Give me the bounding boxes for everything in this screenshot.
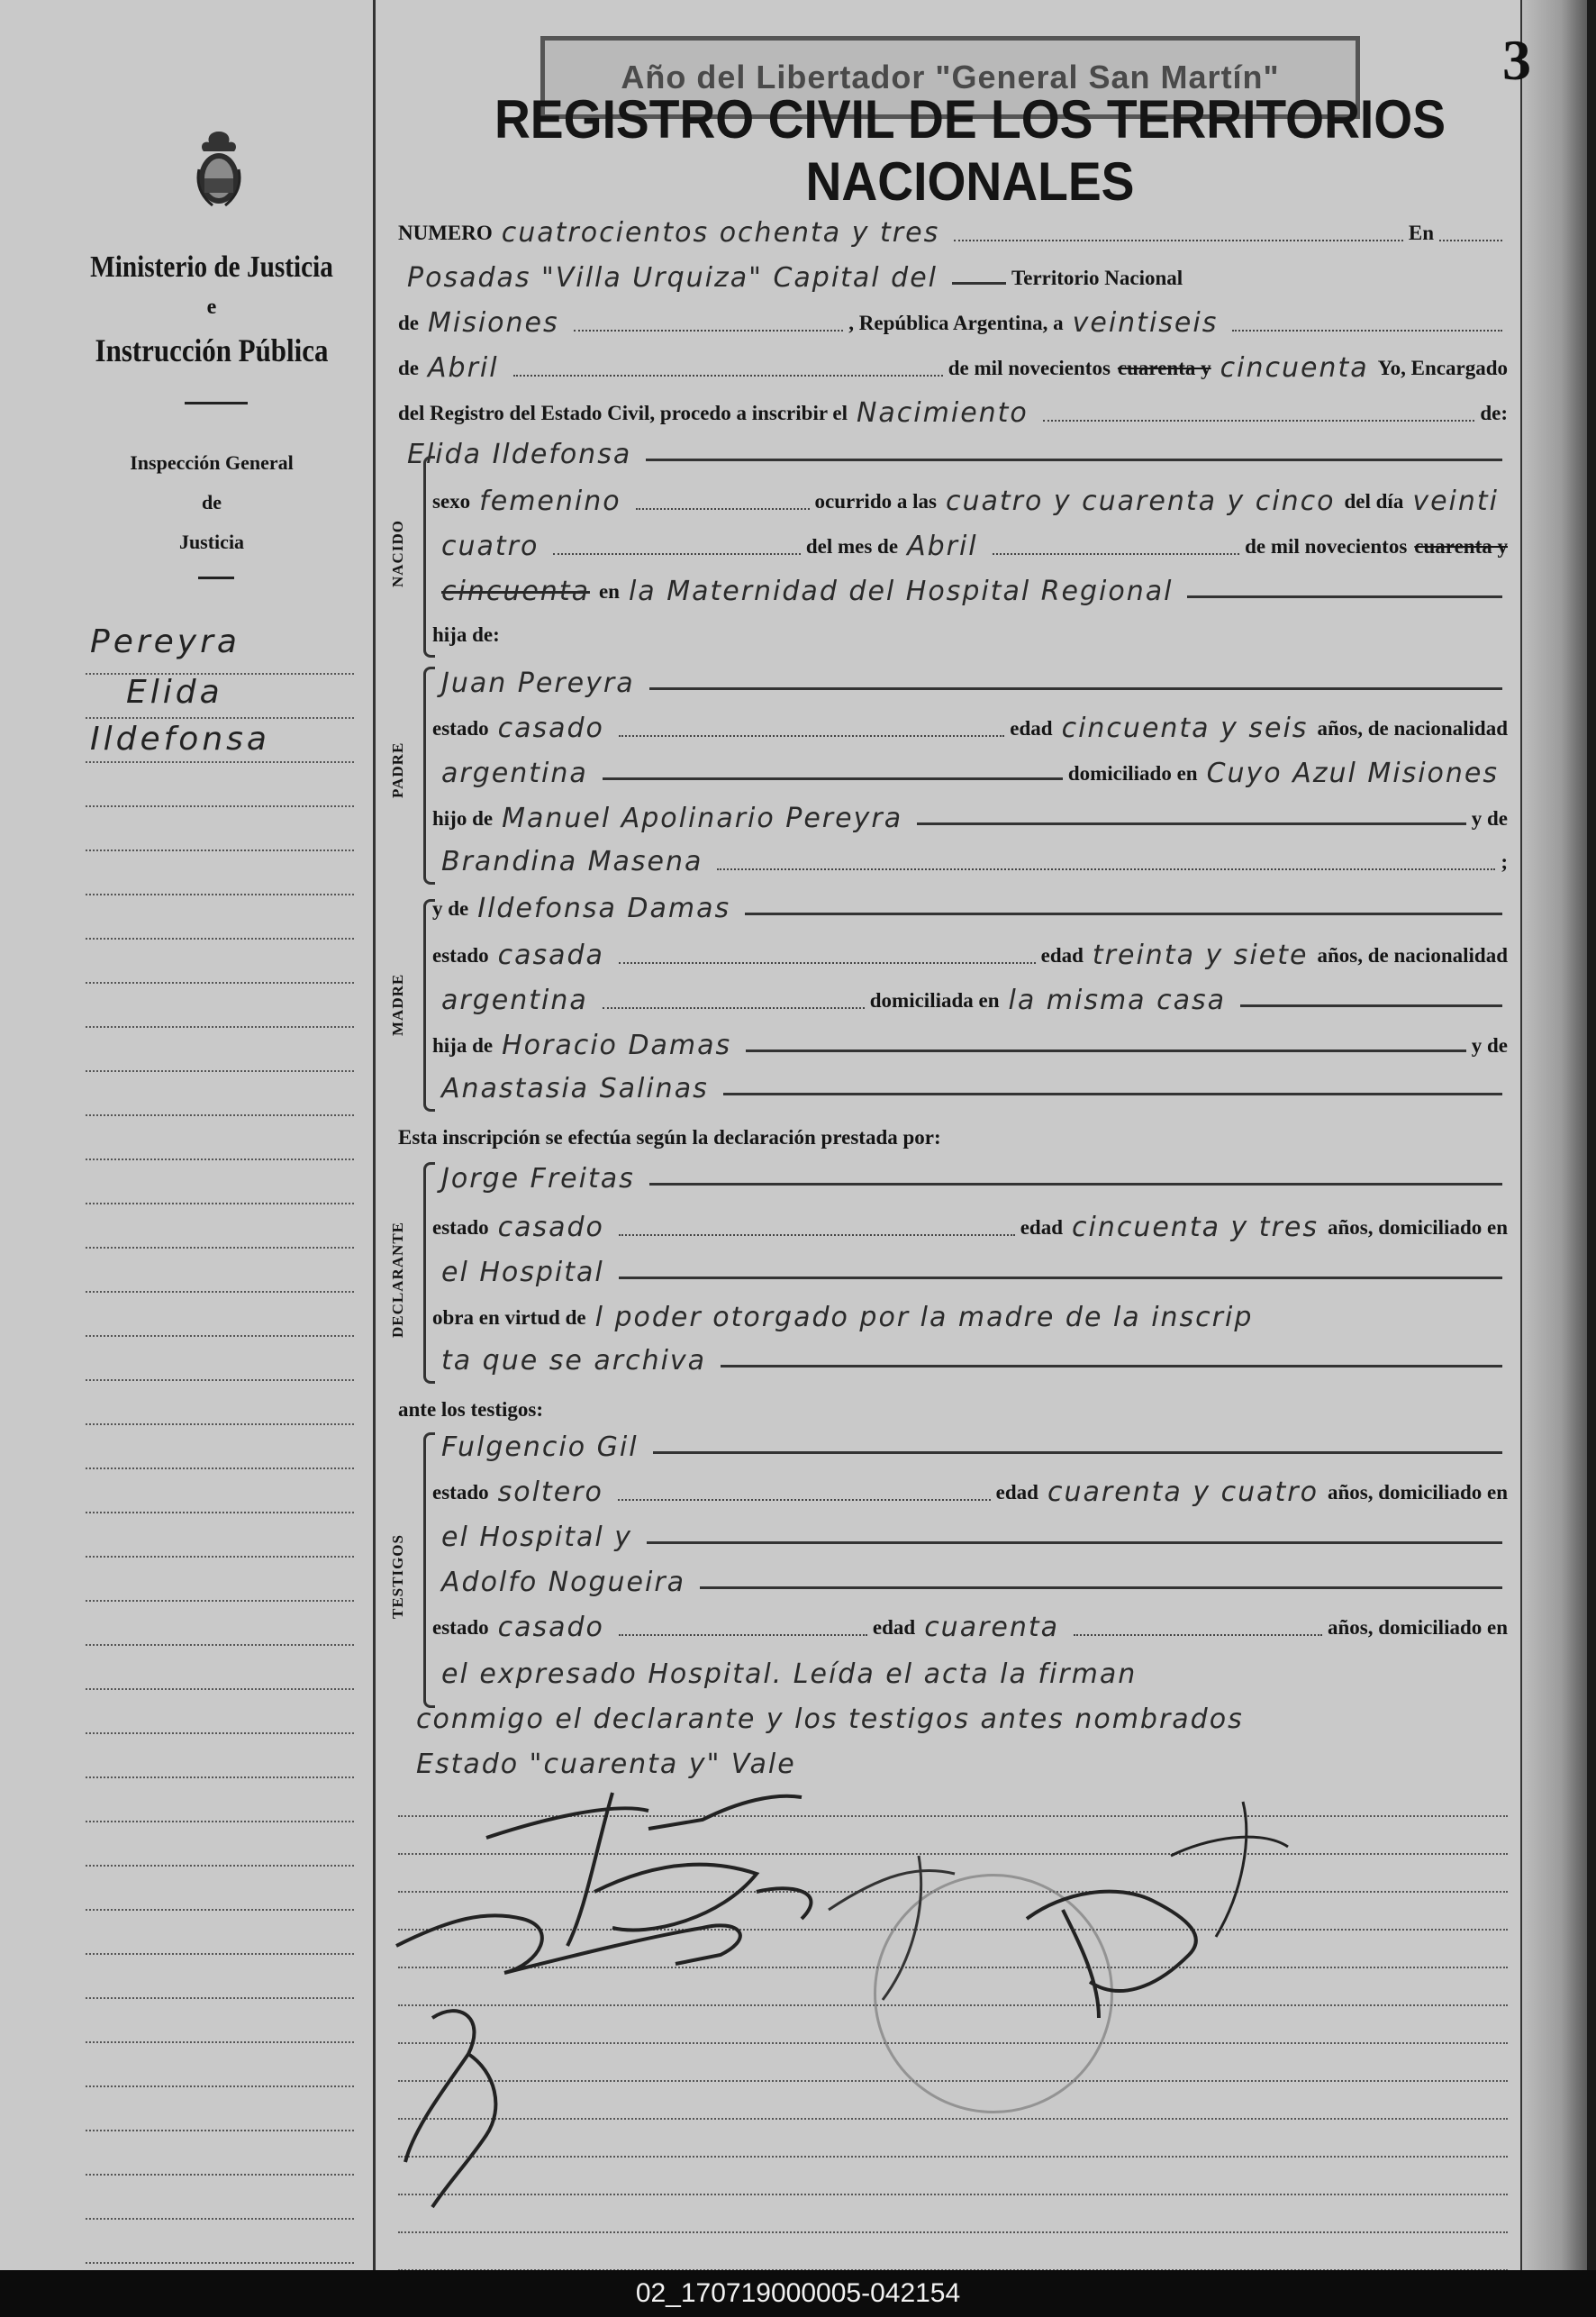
mes-line [432, 521, 1508, 564]
madre-y-de2-label: y de [1471, 1034, 1508, 1057]
hija-de-line [432, 609, 1508, 652]
padre-estado-line [432, 703, 1508, 746]
t1-estado-line [432, 1467, 1508, 1510]
cuarenta-label: cuarenta y [1117, 357, 1211, 379]
padre-edad-label: edad [1010, 717, 1053, 740]
t2-name-line [432, 1557, 1508, 1600]
declarante-name: Jorge Freitas [441, 1163, 635, 1195]
de-mil-label: de mil novecientos [948, 357, 1111, 379]
dia-value: veinti [1412, 486, 1499, 517]
divider [198, 577, 234, 579]
t1-domicilio-value: el Hospital y [441, 1522, 633, 1553]
padre-name-line [432, 658, 1508, 701]
margin-ruled-lines [86, 631, 354, 2264]
t1-domicilio-line [432, 1512, 1508, 1555]
coat-of-arms-icon [191, 128, 247, 211]
madre-anos-label: años, de nacionalidad [1317, 944, 1508, 967]
declarante-obra-line-2 [432, 1335, 1508, 1378]
year-value: cincuenta [1220, 352, 1369, 384]
padre-edad-value: cincuenta y seis [1061, 713, 1309, 744]
closing-text-2: Estado "cuarenta y" Vale [416, 1749, 796, 1780]
madre-parent2-line [432, 1063, 1508, 1106]
mes-value: Abril [907, 531, 978, 562]
place-value: Posadas "Villa Urquiza" Capital del [407, 262, 939, 294]
day-value: veintiseis [1072, 307, 1219, 339]
madre-nacionalidad-value: argentina [441, 985, 588, 1016]
declarante-obra-line [432, 1292, 1508, 1335]
declarante-name-line [432, 1153, 1508, 1196]
padre-hijo-de-label: hijo de [432, 807, 494, 830]
madre-estado-label: estado [432, 944, 489, 967]
declarante-anos-label: años, domiciliado en [1327, 1216, 1508, 1239]
closing-text-1: conmigo el declarante y los testigos antes nombrados [416, 1704, 1244, 1735]
padre-anos-label: años, de nacionalidad [1317, 717, 1508, 740]
numero-line [398, 207, 1508, 250]
del-dia-label: del día [1344, 490, 1404, 513]
declarante-domicilio-value: el Hospital [441, 1257, 604, 1288]
declarante-estado-line [432, 1202, 1508, 1245]
t1-estado-value: soltero [497, 1477, 603, 1508]
testigos-section-label: TESTIGOS [389, 1534, 406, 1619]
t2-estado-value: casado [497, 1612, 604, 1643]
madre-parent2-value: Anastasia Salinas [441, 1073, 709, 1104]
anio-value: cincuenta [441, 576, 590, 607]
ministry-line-3: Instrucción Pública [95, 332, 329, 368]
ministry-line-1: Ministerio de Justicia [90, 250, 333, 284]
margin-first-name: Elida [126, 674, 223, 711]
testigos-line [398, 1384, 1508, 1427]
padre-estado-value: casado [497, 713, 604, 744]
margin-surname: Pereyra [90, 623, 240, 660]
month-line [398, 342, 1508, 386]
top-rubber-stamp: Año del Libertador "General San Martín" [540, 36, 1360, 119]
madre-estado-line [432, 930, 1508, 973]
padre-parent2-value: Brandina Masena [441, 846, 703, 877]
madre-name: Ildefonsa Damas [477, 893, 731, 924]
child-name: Elida Ildefonsa [407, 439, 632, 470]
numero-value: cuatrocientos ochenta y tres [501, 217, 940, 249]
madre-y-de-label: y de [432, 897, 469, 920]
cuarenta-label-2: cuarenta y [1414, 535, 1508, 558]
image-id-footer: 02_170719000005-042154 [0, 2270, 1596, 2317]
declarante-edad-label: edad [1020, 1216, 1063, 1239]
territorio-label: Territorio Nacional [1011, 267, 1183, 289]
place-line [398, 252, 1508, 295]
t2-edad-value: cuarenta [924, 1612, 1060, 1643]
padre-name: Juan Pereyra [441, 668, 635, 699]
inscripcion-label: Esta inscripción se efectúa según la declaración prestada por: [398, 1126, 941, 1149]
en-label-2: en [598, 580, 620, 603]
right-margin-line [1520, 0, 1522, 2270]
testigos-label: ante los testigos: [398, 1398, 543, 1421]
sexo-line [432, 476, 1508, 519]
declarante-domicilio-line [432, 1247, 1508, 1290]
territory-line [398, 297, 1508, 341]
inspection-line-2: de [202, 491, 222, 513]
page-edge-shadow [1522, 0, 1587, 2270]
registro-label: del Registro del Estado Civil, procedo a inscribir el [398, 402, 848, 424]
inspection-heading [54, 443, 369, 562]
nacido-section-label: NACIDO [389, 520, 406, 588]
de2-label: de [398, 357, 419, 379]
de-mil-label-2: de mil novecientos [1245, 535, 1408, 558]
sexo-label: sexo [432, 490, 471, 513]
declarante-estado-label: estado [432, 1216, 489, 1239]
madre-domicilio-line [432, 975, 1508, 1018]
madre-estado-value: casada [497, 940, 604, 971]
declarante-obra-value: l poder otorgado por la madre de la inscrip [594, 1302, 1254, 1333]
child-name-line [398, 429, 1508, 472]
t2-domicilio-line [432, 1649, 1508, 1692]
t1-edad-value: cuarenta y cuatro [1047, 1477, 1319, 1508]
de3-label: de: [1480, 402, 1508, 424]
t2-name: Adolfo Nogueira [441, 1567, 686, 1598]
month-value: Abril [428, 352, 499, 384]
sheet-number: 3 [1502, 28, 1531, 92]
t1-name: Fulgencio Gil [441, 1431, 639, 1463]
padre-domicilio-line [432, 748, 1508, 791]
padre-parent2-line [432, 836, 1508, 879]
republica-label: , República Argentina, a [848, 312, 1064, 334]
t1-anos-label: años, domiciliado en [1327, 1481, 1508, 1504]
numero-label: NUMERO [398, 222, 493, 244]
hora-value: cuatro y cuarenta y cinco [945, 486, 1336, 517]
declarante-edad-value: cincuenta y tres [1072, 1212, 1319, 1243]
t1-estado-label: estado [432, 1481, 489, 1504]
lugar-line [432, 566, 1508, 609]
madre-section-label: MADRE [389, 973, 406, 1036]
padre-estado-label: estado [432, 717, 489, 740]
de-label: de [398, 312, 419, 334]
padre-section-label: PADRE [389, 741, 406, 799]
territory-value: Misiones [428, 307, 559, 339]
acto-value: Nacimiento [856, 397, 1029, 429]
madre-edad-value: treinta y siete [1092, 940, 1309, 971]
padre-end: ; [1501, 850, 1508, 873]
t1-name-line [432, 1422, 1508, 1465]
t2-edad-label: edad [872, 1616, 916, 1639]
padre-parent1-value: Manuel Apolinario Pereyra [502, 803, 903, 834]
padre-domicilio-value: Cuyo Azul Misiones [1206, 758, 1499, 789]
lugar-value: la Maternidad del Hospital Regional [628, 576, 1174, 607]
inspection-line-1: Inspección General [130, 451, 294, 474]
padre-y-de-label: y de [1471, 807, 1508, 830]
del-mes-label: del mes de [805, 535, 899, 558]
sexo-value: femenino [479, 486, 621, 517]
ocurrido-label: ocurrido a las [814, 490, 937, 513]
padre-nacionalidad-value: argentina [441, 758, 588, 789]
declarante-obra-value-2: ta que se archiva [441, 1345, 707, 1377]
signatures-graphic [378, 1784, 1369, 2234]
margin-divider-line [373, 0, 376, 2270]
madre-edad-label: edad [1040, 944, 1084, 967]
hija-de-label: hija de: [432, 623, 500, 646]
madre-hija-de-label: hija de [432, 1034, 494, 1057]
t2-domicilio-value: el expresado Hospital. Leída el acta la firman [441, 1658, 1138, 1690]
padre-hijo-de-line [432, 793, 1508, 836]
margin-second-name: Ildefonsa [90, 721, 270, 758]
dia-value-2: cuatro [441, 531, 540, 562]
closing-line-2 [407, 1739, 1517, 1782]
divider [185, 402, 248, 404]
declarante-section-label: DECLARANTE [389, 1221, 406, 1338]
registro-line [398, 387, 1508, 431]
madre-domicilio-value: la misma casa [1008, 985, 1226, 1016]
closing-line-1 [407, 1694, 1517, 1737]
ministry-line-2: e [206, 295, 217, 319]
madre-name-line [432, 883, 1508, 926]
inspection-line-3: Justicia [178, 531, 245, 553]
declarante-estado-value: casado [497, 1212, 604, 1243]
page-title: REGISTRO CIVIL DE LOS TERRITORIOS NACIONALES [494, 89, 1446, 212]
t2-estado-label: estado [432, 1616, 489, 1639]
madre-hija-de-line [432, 1020, 1508, 1063]
en-label: En [1408, 222, 1434, 244]
t1-edad-label: edad [995, 1481, 1038, 1504]
t2-estado-line [432, 1602, 1508, 1645]
declarante-obra-label: obra en virtud de [432, 1306, 586, 1329]
yo-label: Yo, Encargado [1377, 357, 1508, 379]
madre-parent1-value: Horacio Damas [502, 1030, 732, 1061]
t2-anos-label: años, domiciliado en [1328, 1616, 1509, 1639]
padre-domiciliado-label: domiciliado en [1067, 762, 1198, 785]
inscripcion-line [398, 1112, 1508, 1155]
madre-domiciliada-label: domiciliada en [869, 989, 1000, 1012]
